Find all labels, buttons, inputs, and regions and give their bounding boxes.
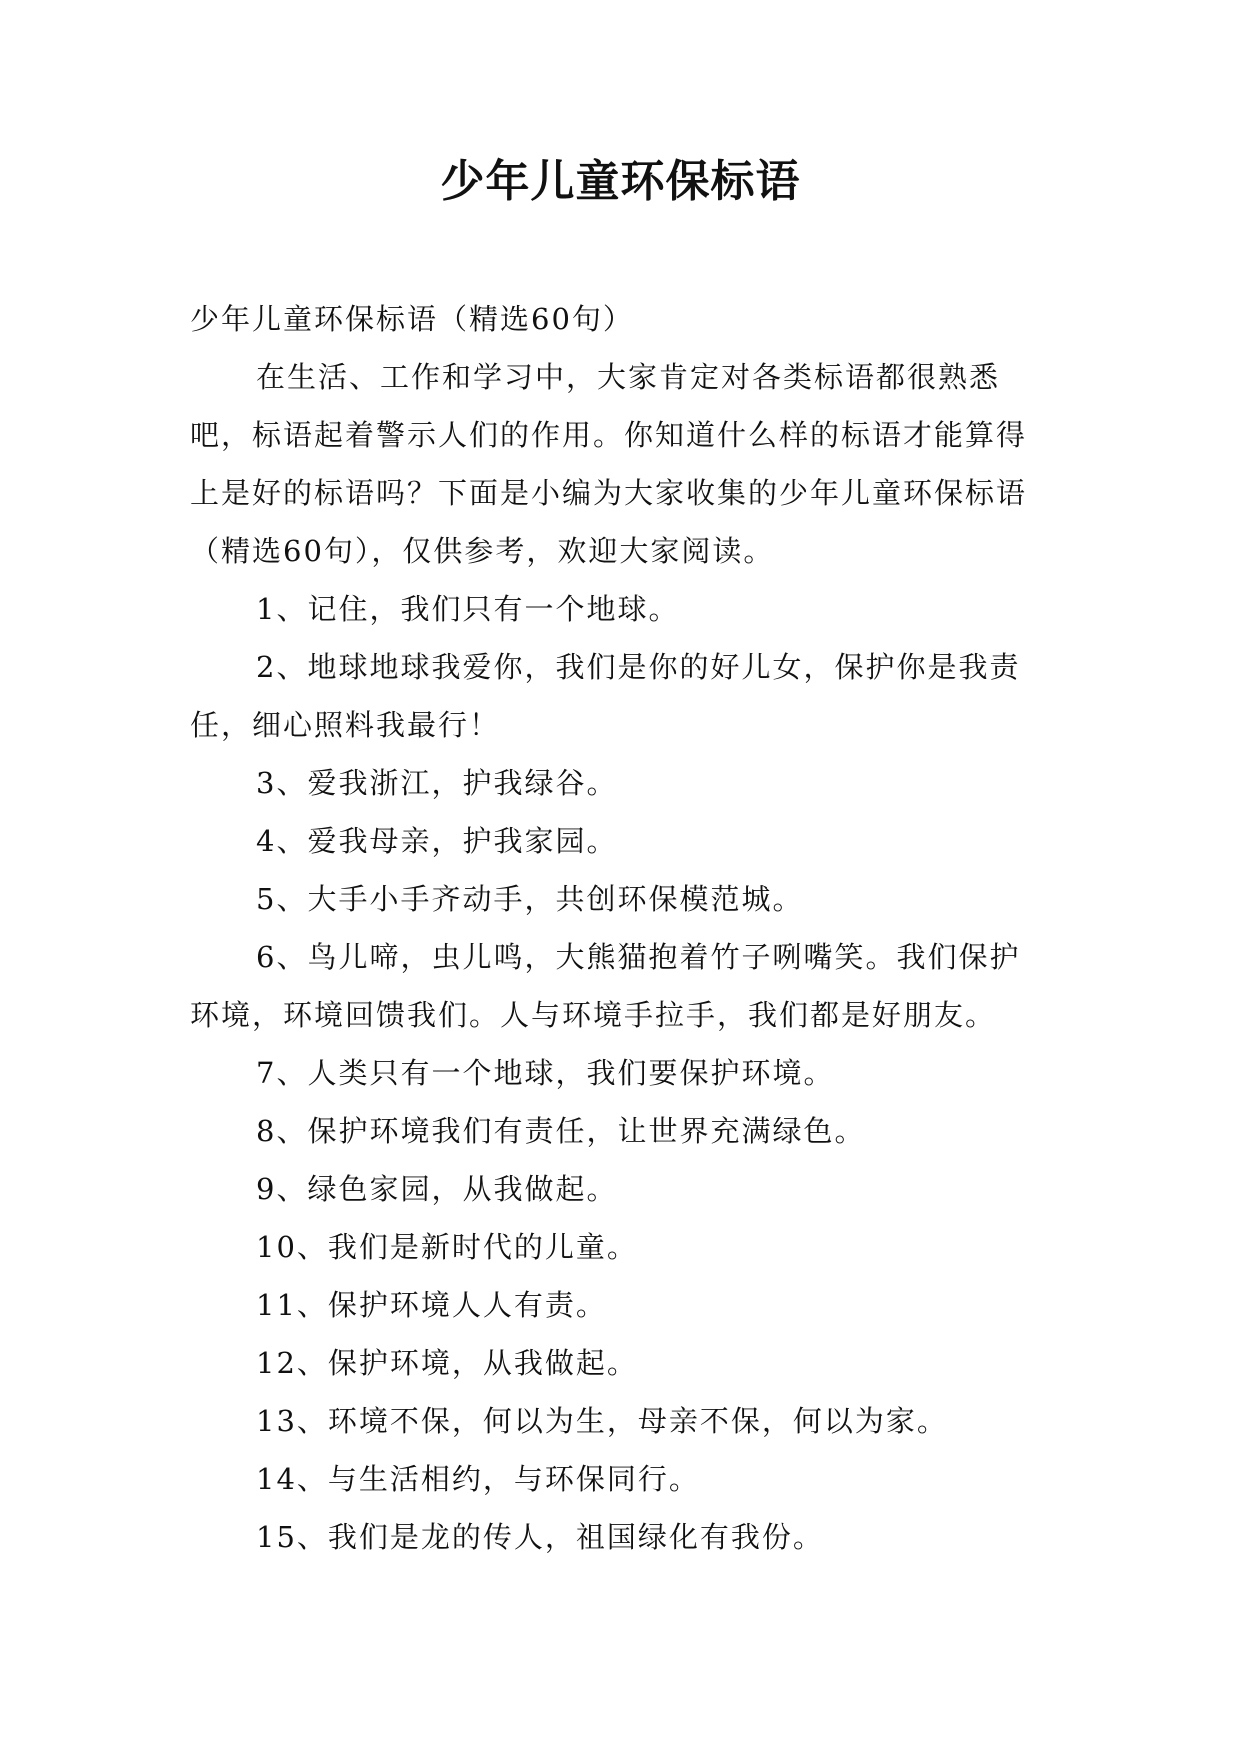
slogan-item-13: 13、环境不保，何以为生，母亲不保，何以为家。 xyxy=(256,1404,948,1438)
intro-paragraph: 在生活、工作和学习中，大家肯定对各类标语都很熟悉吧，标语起着警示人们的作用。你知道什么样的标语才能算得上是好的标语吗？下面是小编为大家收集的少年儿童环保标语（精选60句），仅供参考，欢迎大家阅读。 xyxy=(190,360,1028,568)
slogan-item-10: 10、我们是新时代的儿童。 xyxy=(256,1230,638,1264)
slogan-item-2: 2、地球地球我爱你，我们是你的好儿女，保护你是我责任，细心照料我最行！ xyxy=(190,650,1021,742)
document-title: 少年儿童环保标语 xyxy=(440,156,801,207)
slogan-item-3: 3、爱我浙江，护我绿谷。 xyxy=(256,766,618,800)
slogan-item-12: 12、保护环境，从我做起。 xyxy=(256,1346,638,1380)
document-subtitle: 少年儿童环保标语（精选60句） xyxy=(190,302,634,336)
slogan-item-6: 6、鸟儿啼，虫儿鸣，大熊猫抱着竹子咧嘴笑。我们保护环境，环境回馈我们。人与环境手拉手，我们都是好朋友。 xyxy=(190,940,1021,1032)
slogan-item-14: 14、与生活相约，与环保同行。 xyxy=(256,1462,700,1496)
slogan-item-4: 4、爱我母亲，护我家园。 xyxy=(256,824,618,858)
slogan-item-8: 8、保护环境我们有责任，让世界充满绿色。 xyxy=(256,1114,866,1148)
slogan-item-11: 11、保护环境人人有责。 xyxy=(256,1288,607,1322)
document-body xyxy=(190,290,1048,1566)
slogan-item-5: 5、大手小手齐动手，共创环保模范城。 xyxy=(256,882,804,916)
slogan-item-9: 9、绿色家园，从我做起。 xyxy=(256,1172,618,1206)
slogan-item-15: 15、我们是龙的传人，祖国绿化有我份。 xyxy=(256,1520,824,1554)
slogan-item-7: 7、人类只有一个地球，我们要保护环境。 xyxy=(256,1056,835,1090)
slogan-item-1: 1、记住，我们只有一个地球。 xyxy=(256,592,680,626)
